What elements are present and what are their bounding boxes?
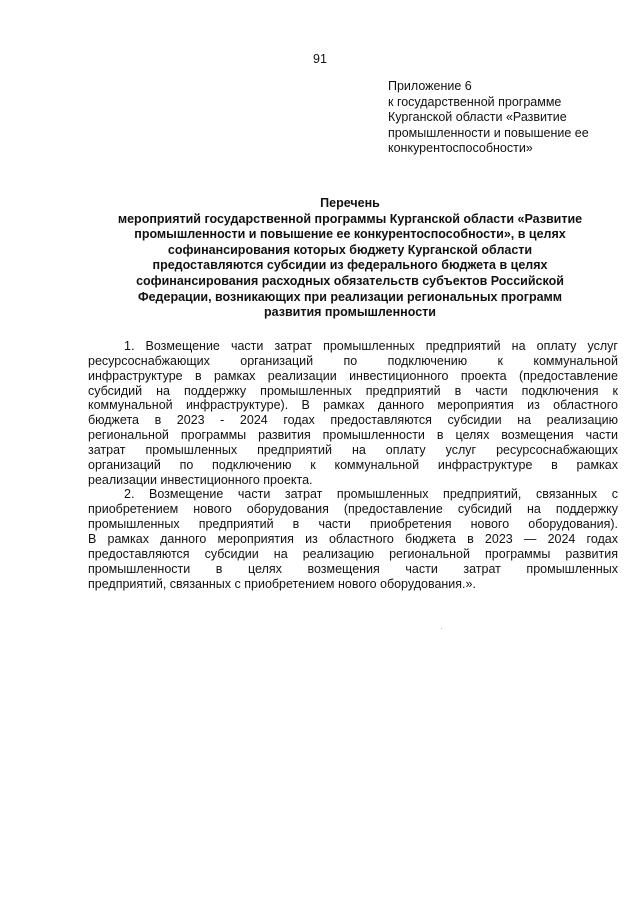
paragraph-line: промышленных предприятий в части приобретения нового оборудования). bbox=[88, 517, 618, 532]
appendix-line: Курганской области «Развитие bbox=[388, 110, 567, 124]
paragraph-line: предприятий, связанных с приобретением нового оборудования.». bbox=[88, 576, 476, 591]
title-line: развития промышленности bbox=[264, 305, 436, 320]
paragraph-2 bbox=[88, 487, 618, 591]
appendix-line: конкурентоспособности» bbox=[388, 141, 533, 155]
title-line: Федерации, возникающих при реализации региональных программ bbox=[137, 289, 563, 304]
paragraph-1 bbox=[88, 339, 618, 487]
appendix-line: к государственной программе bbox=[388, 94, 562, 109]
title-line: мероприятий государственной программы Курганской области «Развитие bbox=[117, 211, 583, 226]
title-line: промышленности и повышение ее конкурентоспособности», в целях bbox=[134, 227, 566, 242]
paragraph-line: региональной программы развития промышленности в целях возмещения части bbox=[88, 428, 618, 443]
paragraph-line: инфраструктуре в рамках реализации инвестиционного проекта (предоставление bbox=[88, 368, 618, 383]
paragraph-line: коммунальной инфраструктуре). В рамках данного мероприятия из областного bbox=[88, 398, 618, 413]
paragraph-line: 1. Возмещение части затрат промышленных предприятий на оплату услуг bbox=[124, 339, 618, 353]
title-line: Перечень bbox=[320, 196, 380, 210]
scan-speck bbox=[441, 628, 442, 629]
title-line: предоставляются субсидии из федерального бюджета в целях bbox=[152, 258, 548, 273]
title-line: софинансирования которых бюджету Курганской области bbox=[167, 242, 533, 257]
appendix-note bbox=[388, 79, 628, 157]
document-title bbox=[80, 196, 620, 321]
paragraph-line: организаций по подключению к коммунальной инфраструктуре в рамках bbox=[88, 457, 618, 472]
appendix-line: Приложение 6 bbox=[388, 79, 472, 93]
paragraph-line: затрат промышленных предприятий на оплату услуг ресурсоснабжающих bbox=[88, 442, 618, 457]
appendix-line: промышленности и повышение ее bbox=[388, 125, 589, 140]
document-body bbox=[88, 339, 618, 591]
paragraph-line: В рамках данного мероприятия из областного бюджета в 2023 — 2024 годах bbox=[88, 531, 618, 546]
paragraph-line: субсидий на поддержку промышленных предприятий в части подключения к bbox=[88, 383, 618, 398]
paragraph-line: реализации инвестиционного проекта. bbox=[88, 472, 313, 487]
paragraph-line: приобретением нового оборудования (предоставление субсидий на поддержку bbox=[88, 502, 618, 517]
paragraph-line: промышленности в целях возмещения части затрат промышленных bbox=[88, 561, 618, 576]
page-number: 91 bbox=[313, 52, 327, 66]
paragraph-line: предоставляются субсидии на реализацию региональной программы развития bbox=[88, 546, 618, 561]
paragraph-line: 2. Возмещение части затрат промышленных предприятий, связанных с bbox=[124, 487, 618, 502]
title-line: софинансирования расходных обязательств субъектов Российской bbox=[136, 273, 564, 288]
paragraph-line: бюджета в 2023 - 2024 годах предоставляются субсидии на реализацию bbox=[88, 413, 618, 428]
paragraph-line: ресурсоснабжающих организаций по подключению к коммунальной bbox=[88, 353, 618, 368]
